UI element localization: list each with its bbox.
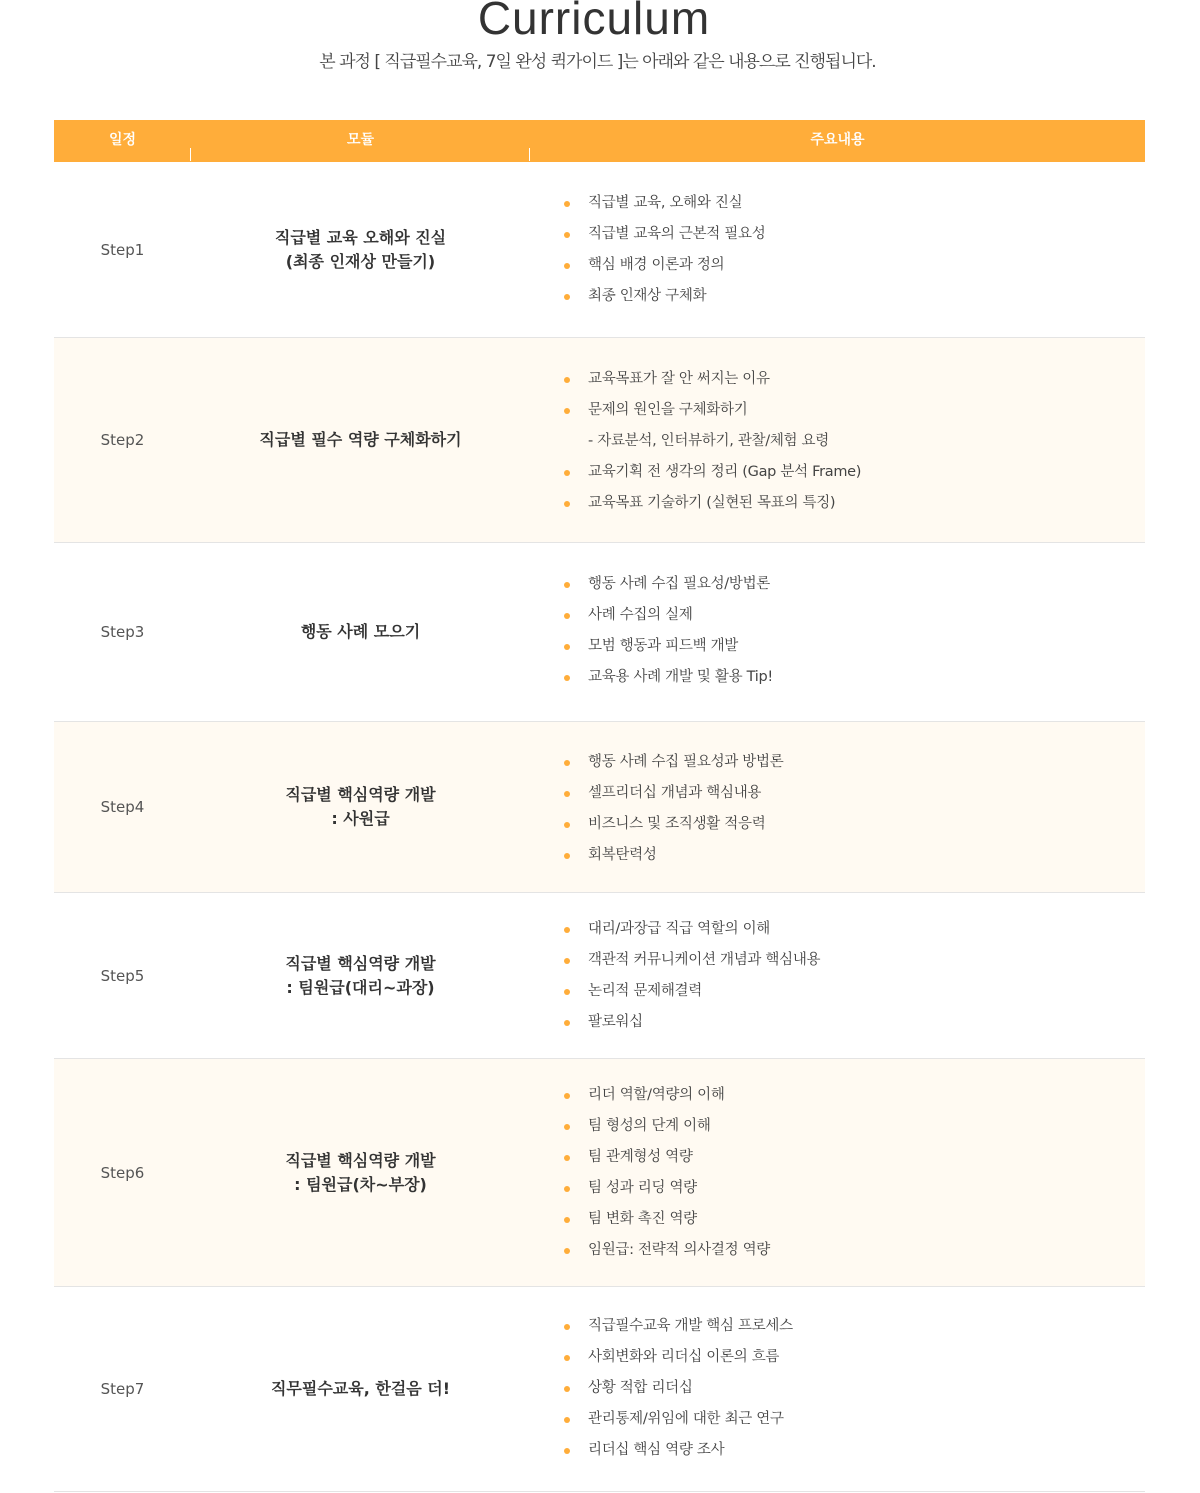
list-item-text: 팀 변화 촉진 역량 <box>588 1211 697 1227</box>
module-title <box>191 893 530 1058</box>
module-title-line: : 팀원급(차~부장) <box>294 1174 427 1194</box>
content-cell <box>564 747 783 871</box>
list-item-text: 교육기획 전 생각의 정리 (Gap 분석 Frame) <box>588 464 862 480</box>
bullet-dot-icon <box>564 294 570 300</box>
list-item-text: 회복탄력성 <box>588 847 657 863</box>
table-row <box>54 543 1145 722</box>
module-title <box>191 722 530 892</box>
page-subtitle: 본 과정 [ 직급필수교육, 7일 완성 퀵가이드 ]는 아래와 같은 내용으로 진행됩니다. <box>319 52 876 72</box>
bullet-dot-icon <box>564 1386 570 1392</box>
list-item <box>564 1204 770 1235</box>
list-item <box>564 188 765 219</box>
list-item-text: 팔로워십 <box>588 1014 643 1030</box>
step-label: Step4 <box>100 798 145 816</box>
list-item <box>564 631 773 662</box>
table-row <box>54 893 1145 1059</box>
module-title-line: 직무필수교육, 한걸음 더! <box>270 1379 451 1398</box>
bullet-dot-icon <box>564 1417 570 1423</box>
bullet-dot-icon <box>564 613 570 619</box>
page-title: Curriculum <box>477 0 711 44</box>
table-row <box>54 162 1145 338</box>
list-item <box>564 840 783 871</box>
bullet-dot-icon <box>564 263 570 269</box>
table-body <box>54 162 1145 1492</box>
list-item-text: 대리/과장급 직급 역할의 이해 <box>588 921 770 937</box>
list-item-text: 임원급: 전략적 의사결정 역량 <box>588 1242 770 1258</box>
bullet-dot-icon <box>564 1324 570 1330</box>
bullet-dot-icon <box>564 644 570 650</box>
list-item-text: 팀 형성의 단계 이해 <box>588 1118 711 1134</box>
list-item <box>564 426 861 457</box>
module-title-line: 직급별 핵심역량 개발 <box>285 785 436 804</box>
bullet-dot-icon <box>564 582 570 588</box>
list-item <box>564 1342 793 1373</box>
bullet-dot-icon <box>564 1248 570 1254</box>
content-cell <box>564 914 820 1038</box>
step-label: Step5 <box>100 966 145 985</box>
list-item <box>564 457 861 488</box>
list-item-text: 리더 역할/역량의 이해 <box>588 1087 725 1103</box>
list-item-text: 최종 인재상 구체화 <box>588 288 707 304</box>
list-item <box>564 1435 793 1466</box>
content-list <box>564 188 765 312</box>
bullet-dot-icon <box>564 791 570 797</box>
header-content: 주요내용 <box>810 132 865 148</box>
content-cell <box>564 188 765 312</box>
list-item-text: 행동 사례 수집 필요성/방법론 <box>588 576 770 592</box>
bullet-dot-icon <box>564 232 570 238</box>
list-item <box>564 1311 793 1342</box>
bullet-dot-icon <box>564 470 570 476</box>
step-label: Step6 <box>100 1163 145 1182</box>
module-title <box>191 162 530 337</box>
bullet-dot-icon <box>564 760 570 766</box>
list-item-text: 객관적 커뮤니케이션 개념과 핵심내용 <box>588 952 821 968</box>
list-item <box>564 1235 770 1266</box>
bullet-dot-icon <box>564 1355 570 1361</box>
bullet-dot-icon <box>564 377 570 383</box>
bullet-dot-icon <box>564 1020 570 1026</box>
list-item-text: 행동 사례 수집 필요성과 방법론 <box>588 754 784 770</box>
content-list <box>564 1311 793 1466</box>
list-item-text: 리더십 핵심 역량 조사 <box>588 1442 725 1458</box>
bullet-dot-icon <box>564 927 570 933</box>
step-label: Step3 <box>100 623 145 641</box>
list-item <box>564 395 861 426</box>
bullet-dot-icon <box>564 501 570 507</box>
bullet-dot-icon <box>564 675 570 681</box>
list-item-text: - 자료분석, 인터뷰하기, 관찰/체험 요령 <box>588 433 829 449</box>
table-row <box>54 1287 1145 1492</box>
list-item <box>564 662 773 693</box>
list-item-text: 사례 수집의 실제 <box>588 607 693 623</box>
module-title <box>191 543 530 721</box>
list-item <box>564 1080 770 1111</box>
bullet-dot-icon <box>564 1217 570 1223</box>
list-item-text: 논리적 문제해결력 <box>588 983 702 999</box>
bullet-dot-icon <box>564 1124 570 1130</box>
module-title <box>191 338 530 542</box>
list-item <box>564 976 820 1007</box>
header-divider <box>529 148 530 161</box>
list-item-text: 상황 적합 리더십 <box>588 1380 693 1396</box>
module-title <box>191 1287 530 1491</box>
header-schedule: 일정 <box>108 132 137 148</box>
bullet-dot-icon <box>564 958 570 964</box>
module-title-line: 직급별 핵심역량 개발 <box>285 953 436 973</box>
step-label: Step2 <box>100 431 145 449</box>
bullet-dot-icon <box>564 1186 570 1192</box>
list-item <box>564 600 773 631</box>
bullet-dot-icon <box>564 853 570 859</box>
list-item <box>564 1111 770 1142</box>
list-item <box>564 1007 820 1038</box>
module-title-line: : 사원급 <box>331 809 390 828</box>
list-item <box>564 250 765 281</box>
list-item <box>564 219 765 250</box>
list-item-text: 사회변화와 리더십 이론의 흐름 <box>588 1349 780 1365</box>
bullet-dot-icon <box>564 1155 570 1161</box>
list-item-text: 직급별 교육의 근본적 필요성 <box>588 226 766 242</box>
bullet-dot-icon <box>564 989 570 995</box>
list-item-text: 교육목표가 잘 안 써지는 이유 <box>588 371 770 387</box>
list-item <box>564 488 861 519</box>
content-list <box>564 914 820 1038</box>
list-item <box>564 281 765 312</box>
list-item <box>564 364 861 395</box>
bullet-dot-icon <box>564 201 570 207</box>
list-item <box>564 1373 793 1404</box>
module-title-line: (최종 인재상 만들기) <box>285 251 436 271</box>
content-cell <box>564 569 773 693</box>
list-item <box>564 778 783 809</box>
list-item <box>564 1173 770 1204</box>
list-item-text: 비즈니스 및 조직생활 적응력 <box>588 816 766 832</box>
table-row <box>54 338 1145 543</box>
list-item <box>564 1404 793 1435</box>
step-label: Step1 <box>100 240 145 259</box>
list-item <box>564 747 783 778</box>
list-item-text: 핵심 배경 이론과 정의 <box>588 257 725 273</box>
list-item-text: 팀 성과 리딩 역량 <box>588 1180 697 1196</box>
header-divider <box>190 148 191 161</box>
bullet-dot-icon <box>564 1093 570 1099</box>
table-row <box>54 722 1145 893</box>
list-item-text: 관리통제/위임에 대한 최근 연구 <box>588 1411 784 1427</box>
list-item <box>564 945 820 976</box>
list-item-text: 팀 관계형성 역량 <box>588 1149 693 1165</box>
bullet-dot-icon <box>564 1448 570 1454</box>
list-item <box>564 569 773 600</box>
curriculum-table <box>54 120 1145 1492</box>
table-row <box>54 1059 1145 1287</box>
module-title-line: 직급별 필수 역량 구체화하기 <box>259 430 462 449</box>
list-item <box>564 809 783 840</box>
module-title-line: 행동 사례 모으기 <box>300 622 421 641</box>
header-module: 모듈 <box>346 132 375 148</box>
content-list <box>564 747 783 871</box>
list-item-text: 셀프리더십 개념과 핵심내용 <box>588 785 762 801</box>
content-list <box>564 1080 770 1266</box>
content-cell <box>564 1311 793 1466</box>
step-label: Step7 <box>100 1380 145 1398</box>
list-item-text: 모범 행동과 피드백 개발 <box>588 638 738 654</box>
list-item-text: 교육목표 기술하기 (실현된 목표의 특징) <box>588 495 836 511</box>
module-title <box>191 1059 530 1286</box>
content-list <box>564 569 773 693</box>
content-cell <box>564 364 861 519</box>
content-list <box>564 364 861 519</box>
list-item-text: 직급필수교육 개발 핵심 프로세스 <box>588 1318 793 1334</box>
module-title-line: : 팀원급(대리~과장) <box>286 977 435 997</box>
list-item <box>564 914 820 945</box>
content-cell <box>564 1080 770 1266</box>
list-item-text: 직급별 교육, 오해와 진실 <box>588 195 743 211</box>
module-title-line: 직급별 핵심역량 개발 <box>285 1150 436 1170</box>
list-item <box>564 1142 770 1173</box>
module-title-line: 직급별 교육 오해와 진실 <box>274 227 447 247</box>
table-header <box>54 120 1145 162</box>
bullet-dot-icon <box>564 408 570 414</box>
bullet-dot-icon <box>564 822 570 828</box>
list-item-text: 교육용 사례 개발 및 활용 Tip! <box>588 669 773 685</box>
list-item-text: 문제의 원인을 구체화하기 <box>588 402 748 418</box>
